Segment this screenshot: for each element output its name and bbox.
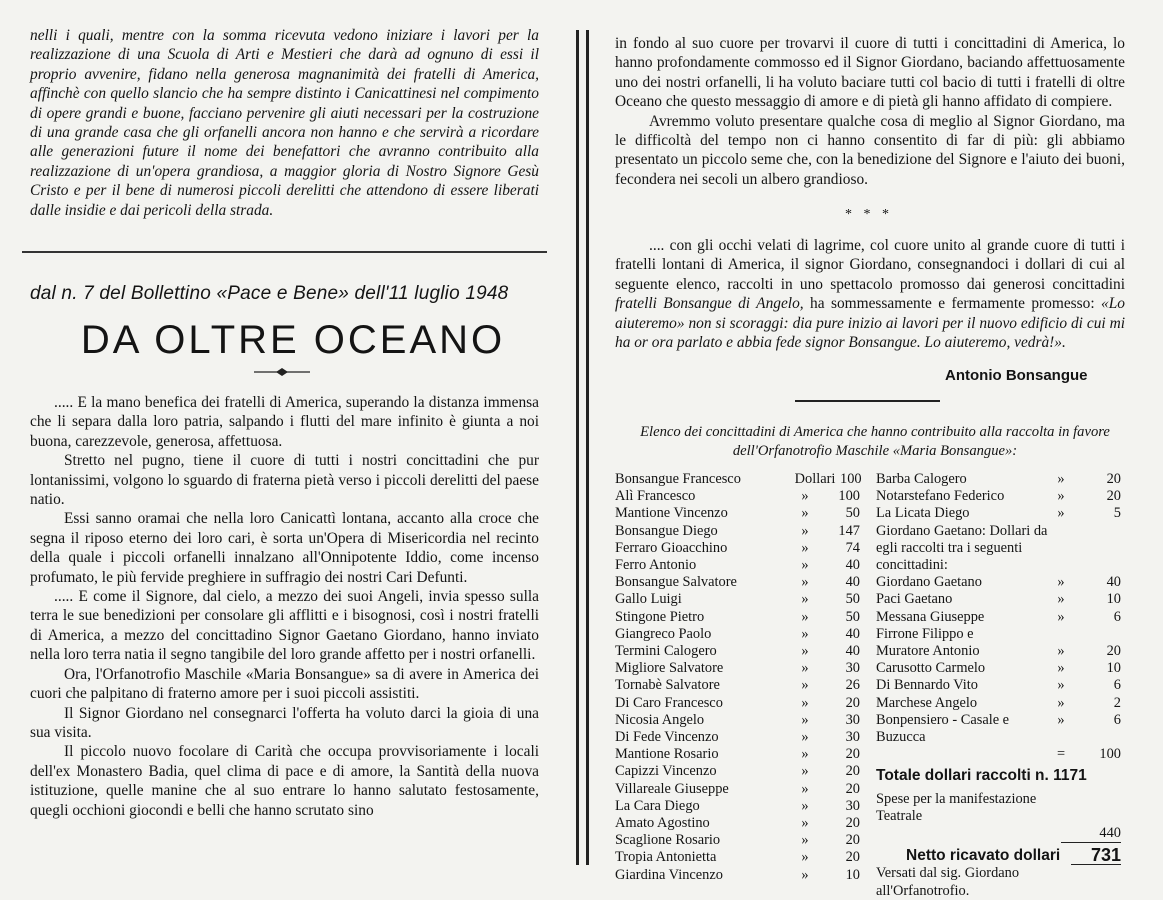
list-item (876, 660, 1121, 677)
deposit-note: Versati dal sig. Giordano all'Orfanotrofio. (876, 865, 1020, 899)
donor-list-heading: Elenco dei concittadini di America che hanno contribuito alla raccolta in favore dell'Orfanotrofio Maschile «Maria Bonsangue»: (640, 424, 1110, 459)
list-item (615, 488, 860, 505)
donor-name: Ferraro Gioacchino (615, 539, 728, 556)
ditto-mark: » (801, 849, 809, 866)
currency-label: Dollari (794, 471, 836, 487)
donor-name: Bonsangue Francesco (615, 471, 741, 487)
donor-name: Mantione Vincenzo (615, 505, 728, 522)
gutter-line (586, 30, 589, 865)
donor-amount: 10 (845, 866, 860, 883)
list-item (876, 505, 1121, 522)
donor-amount (1086, 626, 1121, 643)
intro-paragraph: nelli i quali, mentre con la somma ricevuta vedono iniziare i lavori per la realizzazione di una Scuola di Arti e Mestieri che darà ad ognuno di essi il proprio avvenire, fidano nella generosa magnanimità dei fratelli di America, affinchè con quello slancio che ha sempre distinto i Canicattinesi nel compimento di opere grandi e buone, facciano pervenire gli aiuti necessari per la costruzione di una grande casa che gli orfanelli ancora non hanno e che servirà a ricordare alle generazioni future il nome dei benefattori che avranno contribuito alla realizzazione di un'opera grandiosa, a maggior gloria di Nostro Signore Gesù Cristo e per il bene di numerosi piccoli derelitti che attendono di essere liberati dalle insidie e dai pericoli della strada. (30, 27, 539, 219)
list-item (615, 540, 860, 557)
list-item (876, 591, 1121, 608)
list-item (615, 849, 860, 866)
list-item (615, 746, 860, 763)
ditto-mark: » (801, 591, 809, 608)
donor-amount: 30 (845, 711, 860, 728)
donor-name: Notarstefano Federico (876, 488, 1005, 505)
donor-name: Di Fede Vincenzo (615, 729, 719, 746)
right-text (615, 34, 1125, 189)
ditto-mark: » (801, 832, 809, 849)
donor-amount: 40 (845, 574, 860, 591)
paragraph: Ora, l'Orfanotrofio Maschile «Maria Bonsangue» sa di avere in America dei cuori che palpitano di fraterno amore per i suoi piccoli assistiti. (30, 665, 539, 703)
ditto-mark: » (801, 780, 809, 797)
subtotal-value: 100 (1099, 746, 1121, 763)
list-item (615, 729, 860, 746)
list-item (615, 660, 860, 677)
ditto-mark: » (801, 625, 809, 642)
ditto-mark (1036, 626, 1086, 643)
donor-amount: 20 (845, 694, 860, 711)
ditto-mark: » (801, 797, 809, 814)
donor-family: fratelli Bonsangue di Angelo, (615, 295, 804, 313)
right-page (595, 0, 1163, 899)
article-title: DA OLTRE OCEANO (80, 318, 506, 362)
ditto-mark: » (1057, 591, 1065, 608)
promise-quote: «Lo aiuteremo» non si scoraggi: dia pure inizio ai lavori per il nuovo edificio di cui mi ha or ora parlato e abbia fede signor Bonsangue. Lo aiuteremo, vedrà!». (615, 295, 1125, 352)
donor-amount: 20 (845, 763, 860, 780)
list-item (876, 677, 1121, 694)
donor-name: Termini Calogero (615, 643, 717, 660)
expenses-value: 440 (1061, 825, 1121, 843)
ditto-mark: » (801, 815, 809, 832)
ditto-mark: » (1057, 488, 1065, 505)
list-item (615, 523, 860, 540)
ditto-mark: » (801, 866, 809, 883)
donor-amount: 6 (1113, 677, 1121, 694)
paragraph: in fondo al suo cuore per trovarvi il cuore di tutti i concittadini di America, lo hanno profondamente commosso ed il Signor Giordano, baciando affettuosamente uno dei nostri orfanelli, li ha voluto baciare tutti col bacio di tutti i fratelli di oltre Oceano che questo messaggio di amore e di pietà gli hanno affidato di compiere. (615, 35, 1125, 111)
promise-text: .... con gli occhi velati di lagrime, col cuore unito al grande cuore di tutti i fratelli lontani di America, il signor Giordano, consegnandoci i dollari di cui al seguente elenco, raccolti in uno spettacolo promosso dai generosi concittadini (615, 237, 1125, 293)
section-divider (22, 251, 547, 253)
list-item (615, 815, 860, 832)
donor-amount: 40 (845, 643, 860, 660)
list-item (876, 626, 1121, 643)
donor-name: Migliore Salvatore (615, 660, 724, 677)
paragraph: Il Signor Giordano nel consegnarci l'offerta ha voluto darci la gioia di una sua visita. (30, 704, 539, 741)
donor-name: La Cara Diego (615, 797, 700, 814)
donor-name: Barba Calogero (876, 471, 967, 487)
ditto-mark: » (801, 557, 809, 574)
list-item (615, 695, 860, 712)
donor-amount: 50 (845, 591, 860, 608)
ditto-mark: » (1057, 608, 1065, 625)
expenses-label: Spese per la manifestazione Teatrale (876, 790, 1037, 824)
donor-amount: 40 (845, 625, 860, 642)
donor-name: Paci Gaetano (876, 591, 953, 608)
paragraph: Avremmo voluto presentare qualche cosa di meglio al Signor Giordano, ma le difficoltà del tempo non ci hanno consentito di far di più: gli abbiamo presentato un piccolo seme che, con la benedizione del Signore e l'aiuto dei buoni, fecondera nei secoli un albero grandioso. (615, 112, 1125, 188)
donor-name: Di Caro Francesco (615, 694, 723, 711)
ditto-mark: » (801, 660, 809, 677)
net-value: 731 (1071, 847, 1121, 865)
equals-sign: = (1056, 746, 1066, 763)
donor-name: Tornabè Salvatore (615, 677, 720, 694)
donor-name: Bonpensiero - Casale e Buzucca (876, 711, 1010, 746)
giordano-note: Giordano Gaetano: Dollari da egli raccolti tra i seguenti concittadini: (876, 522, 1048, 574)
donor-name: Mantione Rosario (615, 746, 719, 763)
donor-amount: 20 (845, 832, 860, 849)
ditto-mark: » (801, 677, 809, 694)
donor-amount: 10 (1106, 591, 1121, 608)
donor-amount: 6 (1113, 608, 1121, 625)
donor-amount: 20 (845, 849, 860, 866)
list-item (876, 574, 1121, 591)
ditto-mark: » (1057, 643, 1065, 660)
donor-name: Stingone Pietro (615, 608, 705, 625)
donor-amount: 20 (845, 780, 860, 797)
ditto-mark: » (801, 522, 809, 539)
donor-amount: 50 (845, 608, 860, 625)
ditto-mark: » (1057, 505, 1065, 522)
paragraph: Essi sanno oramai che nella loro Canicattì lontana, accanto alla croce che segna il riposo eterno dei loro cari, è sorta un'Opera di Misericordia nel recinto della quale i piccoli orfanelli innalzano all'Onnipotente Iddio, come incenso profumato, le più fervide preghiere in suffragio dei nostri Cari Defunti. (30, 510, 539, 586)
ditto-mark: » (801, 746, 809, 763)
donor-amount: 10 (1106, 660, 1121, 677)
expenses-row (876, 825, 1121, 843)
list-item (615, 505, 860, 522)
donor-amount: 2 (1113, 694, 1121, 711)
donor-amount: 5 (1113, 505, 1121, 522)
donor-amount: 20 (845, 815, 860, 832)
promise-paragraph (615, 236, 1125, 352)
article-body (30, 393, 539, 820)
gutter-line (576, 30, 579, 865)
list-item (615, 763, 860, 780)
paragraph: ..... E la mano benefica dei fratelli di America, superando la distanza immensa che li separa dalla loro patria, salpando i flutti del mare infinito è giunta a noi buona, carezzevole, generosa, affettuosa. (30, 394, 539, 450)
donor-name: Villareale Giuseppe (615, 780, 729, 797)
donor-amount: 6 (1113, 711, 1121, 728)
left-page (0, 0, 560, 865)
donor-name: Messana Giuseppe (876, 608, 985, 625)
list-item (615, 574, 860, 591)
section-stars: * * * (845, 207, 893, 222)
net-label: Netto ricavato dollari (906, 847, 1061, 865)
list-item (876, 609, 1121, 626)
donor-name: Nicosia Angelo (615, 711, 705, 728)
list-item (615, 591, 860, 608)
list-item (615, 609, 860, 626)
ditto-mark: » (801, 711, 809, 728)
donor-name: Amato Agostino (615, 815, 710, 832)
list-item (876, 712, 1121, 746)
net-row (876, 847, 1121, 865)
list-item (615, 712, 860, 729)
donor-column-2 (876, 471, 1121, 900)
ditto-mark: » (801, 488, 809, 505)
donor-name: Bonsangue Diego (615, 522, 718, 539)
ditto-mark: » (801, 763, 809, 780)
donor-amount: 50 (845, 505, 860, 522)
list-item (876, 643, 1121, 660)
donor-amount: 20 (845, 746, 860, 763)
ditto-mark: » (801, 574, 809, 591)
ditto-mark: » (801, 643, 809, 660)
donor-name: Marchese Angelo (876, 694, 978, 711)
total-row (876, 767, 1121, 784)
donor-amount: 20 (1106, 488, 1121, 505)
ornament-icon (252, 367, 312, 377)
donor-name: Alì Francesco (615, 488, 696, 505)
list-item (615, 781, 860, 798)
donor-name: Bonsangue Salvatore (615, 574, 737, 591)
list-item (876, 471, 1121, 488)
donor-name: Giangreco Paolo (615, 625, 712, 642)
ditto-mark: » (1057, 660, 1065, 677)
list-item (876, 488, 1121, 505)
donor-amount: 100 (838, 488, 860, 505)
signature: Antonio Bonsangue (945, 367, 1088, 384)
total-value: 1171 (1053, 767, 1087, 785)
ditto-mark: » (1057, 574, 1065, 591)
source-line: dal n. 7 del Bollettino «Pace e Bene» dell'11 luglio 1948 (30, 283, 509, 304)
donor-name: Giordano Gaetano (876, 574, 982, 591)
donor-name: Giardina Vincenzo (615, 866, 723, 883)
subtotal-row (876, 746, 1121, 763)
donor-amount: 147 (838, 522, 860, 539)
donor-amount: 20 (1106, 643, 1121, 660)
donor-name: Tropia Antonietta (615, 849, 717, 866)
donor-name: Carusotto Carmelo (876, 660, 986, 677)
donor-amount: 20 (1106, 471, 1121, 487)
ditto-mark: » (1057, 471, 1065, 487)
list-item (876, 695, 1121, 712)
list-item (615, 677, 860, 694)
donor-amount: 40 (845, 557, 860, 574)
list-item (615, 626, 860, 643)
donor-name: Capizzi Vincenzo (615, 763, 717, 780)
ditto-mark: » (801, 539, 809, 556)
ditto-mark: » (801, 608, 809, 625)
donor-name: La Licata Diego (876, 505, 970, 522)
list-item (615, 867, 860, 884)
paragraph: ..... E come il Signore, dal cielo, a mezzo dei suoi Angeli, invia spesso sulla terra le sue benedizioni per consolare gli afflitti e i bisognosi, così i nostri fratelli di America, a mezzo del concittadino Signor Gaetano Giordano, hanno inviato nella loro terra natia il segno tangibile del loro grande affetto per i nostri orfanelli. (30, 588, 539, 664)
ditto-mark: » (1057, 711, 1065, 728)
donor-amount: 74 (845, 539, 860, 556)
ditto-mark: » (801, 505, 809, 522)
donor-amount: 26 (845, 677, 860, 694)
paragraph: Il piccolo nuovo focolare di Carità che occupa provvisoriamente i locali dell'ex Monastero Badia, quel clima di pace e di amore, la Santità della nuova istituzione, quelle manine che al suo entrare lo hanno salutato festosamente, quegli occhioni giocondi e belli che hanno scrutato sino (30, 743, 539, 819)
donor-name: Gallo Luigi (615, 591, 682, 608)
list-item (615, 471, 860, 488)
ditto-mark: » (1057, 677, 1065, 694)
ditto-mark: » (801, 694, 809, 711)
donor-amount: 40 (1106, 574, 1121, 591)
donor-amount: 30 (845, 660, 860, 677)
ditto-mark: » (1057, 694, 1065, 711)
list-item (615, 798, 860, 815)
promise-text-2: ha sommessamente e fermamente promesso: (810, 295, 1095, 313)
donor-name: Muratore Antonio (876, 643, 980, 660)
list-item (615, 832, 860, 849)
list-item (615, 643, 860, 660)
donor-amount: 30 (845, 797, 860, 814)
divider (795, 400, 940, 402)
donor-amount: 30 (845, 729, 860, 746)
donor-name: Ferro Antonio (615, 557, 697, 574)
total-label: Totale dollari raccolti n. (876, 767, 1049, 785)
list-item (615, 557, 860, 574)
paragraph: Stretto nel pugno, tiene il cuore di tutti i nostri concittadini che pur lontanissimi, volgono lo sguardo di fraterna pietà verso i piccoli derelitti del paese natio. (30, 452, 539, 509)
donor-name: Di Bennardo Vito (876, 677, 978, 694)
donor-name: Firrone Filippo e (876, 625, 974, 642)
donor-column-1 (615, 471, 860, 884)
donor-name: Scaglione Rosario (615, 832, 721, 849)
ditto-mark: » (801, 729, 809, 746)
donor-amount: 100 (840, 471, 862, 487)
